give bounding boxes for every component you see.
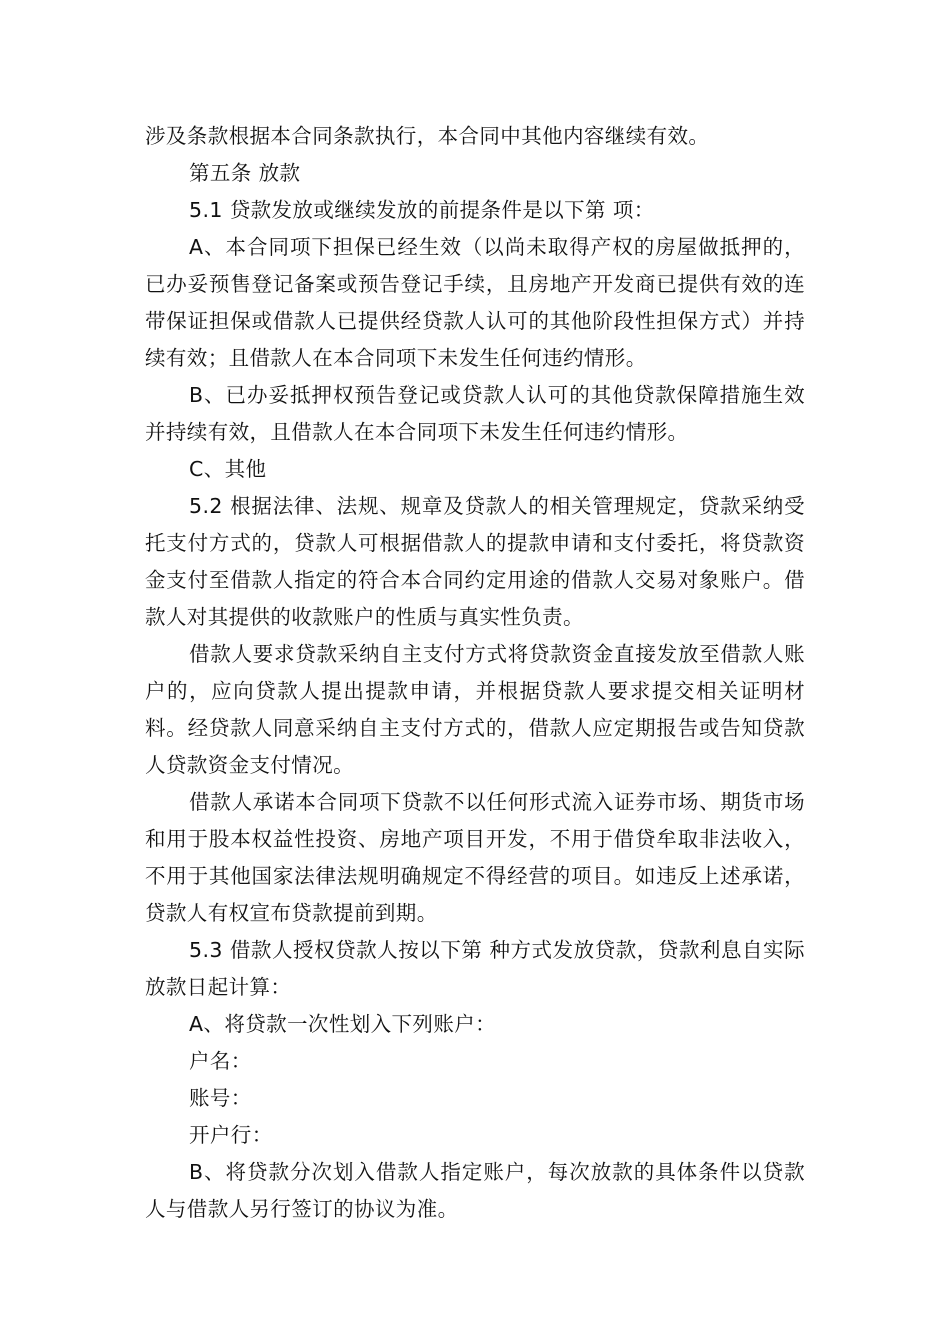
bank-name-field: 开户行： bbox=[189, 1123, 273, 1147]
paragraph-continuation: 涉及条款根据本合同条款执行，本合同中其他内容继续有效。 bbox=[145, 124, 710, 148]
clause-5-1: 5.1 贷款发放或继续发放的前提条件是以下第 项： bbox=[189, 198, 655, 222]
clause-5-1-option-b: B、已办妥抵押权预告登记或贷款人认可的其他贷款保障措施生效并持续有效，且借款人在本合同项下未发生任何违约情形。 bbox=[145, 383, 805, 444]
clause-5-3: 5.3 借款人授权贷款人按以下第 种方式发放贷款，贷款利息自实际放款日起计算： bbox=[145, 938, 805, 999]
account-number-field: 账号： bbox=[189, 1086, 252, 1110]
article-5-heading: 第五条 放款 bbox=[189, 161, 301, 185]
clause-5-1-option-c: C、其他 bbox=[189, 457, 267, 481]
clause-5-2: 5.2 根据法律、法规、规章及贷款人的相关管理规定，贷款采纳受托支付方式的，贷款人可根据借款人的提款申请和支付委托，将贷款资金支付至借款人指定的符合本合同约定用途的借款人交易对象账户。借款人对其提供的收款账户的性质与真实性负责。 bbox=[145, 494, 805, 629]
clause-5-3-option-a: A、将贷款一次性划入下列账户： bbox=[189, 1012, 497, 1036]
clause-5-2-borrower-commitment: 借款人承诺本合同项下贷款不以任何形式流入证券市场、期货市场和用于股本权益性投资、房地产项目开发，不用于借贷牟取非法收入，不用于其他国家法律法规明确规定不得经营的项目。如违反上述承诺，贷款人有权宣布贷款提前到期。 bbox=[145, 790, 805, 925]
account-name-field: 户名： bbox=[189, 1049, 252, 1073]
clause-5-2-self-payment: 借款人要求贷款采纳自主支付方式将贷款资金直接发放至借款人账户的，应向贷款人提出提款申请，并根据贷款人要求提交相关证明材料。经贷款人同意采纳自主支付方式的，借款人应定期报告或告知贷款人贷款资金支付情况。 bbox=[145, 642, 805, 777]
clause-5-1-option-a: A、本合同项下担保已经生效（以尚未取得产权的房屋做抵押的，已办妥预售登记备案或预告登记手续，且房地产开发商已提供有效的连带保证担保或借款人已提供经贷款人认可的其他阶段性担保方式）并持续有效；且借款人在本合同项下未发生任何违约情形。 bbox=[145, 235, 805, 370]
document-body bbox=[145, 118, 805, 1228]
clause-5-3-option-b: B、将贷款分次划入借款人指定账户，每次放款的具体条件以贷款人与借款人另行签订的协议为准。 bbox=[145, 1160, 805, 1221]
